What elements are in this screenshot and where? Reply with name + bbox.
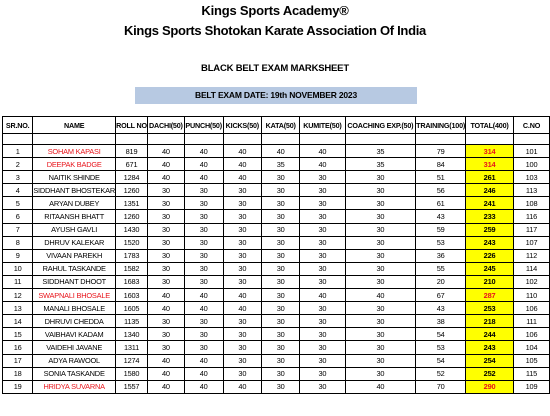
cell-coaching: 30 [345, 262, 416, 275]
cell-dachi: 40 [147, 367, 184, 380]
cell-total: 253 [466, 302, 514, 315]
cell-total: 243 [466, 236, 514, 249]
cell-kicks: 30 [223, 275, 262, 288]
cell-kumite: 40 [300, 145, 345, 158]
cell-dachi: 30 [147, 341, 184, 354]
cell-cno: 113 [514, 184, 550, 197]
cell-cno: 105 [514, 354, 550, 367]
cell-coaching: 30 [345, 315, 416, 328]
cell-cno: 106 [514, 302, 550, 315]
cell-sr: 11 [3, 275, 33, 288]
cell-sr: 3 [3, 171, 33, 184]
cell-roll: 1260 [116, 210, 148, 223]
cell-coaching: 30 [345, 328, 416, 341]
cell-total: 233 [466, 210, 514, 223]
spacer-cell [223, 134, 262, 145]
cell-kumite: 30 [300, 184, 345, 197]
cell-punch: 40 [184, 302, 223, 315]
cell-total: 259 [466, 223, 514, 236]
cell-total: 243 [466, 341, 514, 354]
cell-kata: 35 [262, 158, 300, 171]
cell-kicks: 40 [223, 380, 262, 393]
header-row [3, 117, 550, 134]
cell-name: DHRUVI CHEDDA [33, 315, 116, 328]
cell-dachi: 30 [147, 262, 184, 275]
spacer-cell [345, 134, 416, 145]
cell-roll: 1260 [116, 184, 148, 197]
cell-punch: 30 [184, 341, 223, 354]
col-header-total: TOTAL(400) [466, 117, 514, 134]
cell-cno: 100 [514, 158, 550, 171]
cell-punch: 30 [184, 210, 223, 223]
cell-training: 59 [416, 223, 466, 236]
cell-training: 84 [416, 158, 466, 171]
cell-kumite: 30 [300, 328, 345, 341]
table-row [3, 184, 550, 197]
cell-kumite: 30 [300, 275, 345, 288]
cell-kicks: 30 [223, 249, 262, 262]
cell-dachi: 40 [147, 354, 184, 367]
cell-dachi: 30 [147, 249, 184, 262]
cell-kumite: 30 [300, 262, 345, 275]
col-header-cno: C.NO [514, 117, 550, 134]
cell-training: 53 [416, 341, 466, 354]
cell-name: DHRUV KALEKAR [33, 236, 116, 249]
col-header-training: TRAINING(100) [416, 117, 466, 134]
cell-kicks: 40 [223, 171, 262, 184]
table-row [3, 145, 550, 158]
cell-total: 314 [466, 145, 514, 158]
cell-sr: 6 [3, 210, 33, 223]
cell-sr: 9 [3, 249, 33, 262]
cell-cno: 117 [514, 223, 550, 236]
cell-roll: 1135 [116, 315, 148, 328]
cell-punch: 40 [184, 289, 223, 302]
col-header-sr: SR.NO. [3, 117, 33, 134]
cell-total: 241 [466, 197, 514, 210]
cell-name: SIDDHANT BHOSTEKAR [33, 184, 116, 197]
cell-roll: 1683 [116, 275, 148, 288]
cell-total: 244 [466, 328, 514, 341]
cell-cno: 110 [514, 289, 550, 302]
table-row [3, 197, 550, 210]
col-header-kicks: KICKS(50) [223, 117, 262, 134]
cell-kicks: 40 [223, 302, 262, 315]
table-row [3, 367, 550, 380]
cell-training: 54 [416, 354, 466, 367]
cell-cno: 109 [514, 380, 550, 393]
cell-dachi: 40 [147, 171, 184, 184]
cell-coaching: 30 [345, 367, 416, 380]
cell-training: 55 [416, 262, 466, 275]
cell-coaching: 30 [345, 223, 416, 236]
spacer-cell [147, 134, 184, 145]
table-row [3, 262, 550, 275]
cell-coaching: 30 [345, 210, 416, 223]
spacer-cell [33, 134, 116, 145]
cell-dachi: 40 [147, 158, 184, 171]
cell-sr: 1 [3, 145, 33, 158]
cell-punch: 40 [184, 354, 223, 367]
cell-kumite: 30 [300, 380, 345, 393]
marksheet-table [2, 116, 550, 394]
cell-kumite: 30 [300, 341, 345, 354]
cell-kumite: 30 [300, 354, 345, 367]
cell-name: SONIA TASKANDE [33, 367, 116, 380]
cell-cno: 112 [514, 249, 550, 262]
cell-roll: 1580 [116, 367, 148, 380]
cell-training: 43 [416, 210, 466, 223]
cell-coaching: 30 [345, 302, 416, 315]
cell-name: VAIDEHI JAVANE [33, 341, 116, 354]
cell-name: VAIBHAVI KADAM [33, 328, 116, 341]
table-row [3, 289, 550, 302]
cell-punch: 30 [184, 223, 223, 236]
col-header-coaching: COACHING EXP.(50) [345, 117, 416, 134]
cell-kumite: 30 [300, 223, 345, 236]
cell-coaching: 40 [345, 289, 416, 302]
cell-sr: 2 [3, 158, 33, 171]
cell-punch: 40 [184, 367, 223, 380]
cell-coaching: 30 [345, 236, 416, 249]
cell-kata: 30 [262, 197, 300, 210]
cell-roll: 1582 [116, 262, 148, 275]
cell-kumite: 30 [300, 315, 345, 328]
cell-kumite: 30 [300, 302, 345, 315]
cell-punch: 30 [184, 262, 223, 275]
table-row [3, 328, 550, 341]
cell-punch: 40 [184, 171, 223, 184]
cell-kumite: 40 [300, 158, 345, 171]
cell-kata: 30 [262, 380, 300, 393]
cell-name: ARYAN DUBEY [33, 197, 116, 210]
academy-title: Kings Sports Academy® [201, 3, 349, 18]
table-row [3, 315, 550, 328]
exam-date-banner: BELT EXAM DATE: 19th NOVEMBER 2023 [135, 87, 417, 104]
cell-cno: 103 [514, 171, 550, 184]
cell-cno: 107 [514, 236, 550, 249]
cell-roll: 1557 [116, 380, 148, 393]
cell-roll: 1340 [116, 328, 148, 341]
cell-kata: 30 [262, 171, 300, 184]
cell-punch: 30 [184, 315, 223, 328]
cell-kata: 30 [262, 302, 300, 315]
cell-name: AYUSH GAVLI [33, 223, 116, 236]
table-row [3, 236, 550, 249]
cell-name: ADYA RAWOOL [33, 354, 116, 367]
cell-sr: 12 [3, 289, 33, 302]
cell-total: 254 [466, 354, 514, 367]
cell-cno: 102 [514, 275, 550, 288]
cell-cno: 104 [514, 341, 550, 354]
cell-kicks: 30 [223, 328, 262, 341]
cell-cno: 106 [514, 328, 550, 341]
cell-roll: 1783 [116, 249, 148, 262]
cell-training: 56 [416, 184, 466, 197]
cell-kata: 30 [262, 354, 300, 367]
cell-dachi: 30 [147, 236, 184, 249]
cell-training: 43 [416, 302, 466, 315]
col-header-kata: KATA(50) [262, 117, 300, 134]
spacer-row [3, 134, 550, 145]
cell-total: 252 [466, 367, 514, 380]
cell-training: 38 [416, 315, 466, 328]
cell-name: SWAPNALI BHOSALE [33, 289, 116, 302]
cell-coaching: 30 [345, 275, 416, 288]
cell-training: 52 [416, 367, 466, 380]
cell-kata: 30 [262, 275, 300, 288]
cell-kata: 30 [262, 210, 300, 223]
cell-sr: 17 [3, 354, 33, 367]
cell-training: 53 [416, 236, 466, 249]
cell-training: 51 [416, 171, 466, 184]
cell-kata: 30 [262, 367, 300, 380]
cell-kata: 30 [262, 341, 300, 354]
spacer-cell [3, 134, 33, 145]
cell-dachi: 30 [147, 328, 184, 341]
cell-coaching: 35 [345, 158, 416, 171]
table-row [3, 223, 550, 236]
table-row [3, 210, 550, 223]
cell-kicks: 30 [223, 315, 262, 328]
table-row [3, 341, 550, 354]
cell-coaching: 30 [345, 184, 416, 197]
spacer-cell [184, 134, 223, 145]
cell-coaching: 35 [345, 145, 416, 158]
cell-coaching: 30 [345, 197, 416, 210]
cell-name: SIDDHANT DHOOT [33, 275, 116, 288]
cell-kicks: 30 [223, 367, 262, 380]
col-header-dachi: DACHI(50) [147, 117, 184, 134]
cell-roll: 1351 [116, 197, 148, 210]
spacer-cell [262, 134, 300, 145]
cell-kumite: 30 [300, 210, 345, 223]
cell-kata: 30 [262, 289, 300, 302]
cell-roll: 1520 [116, 236, 148, 249]
cell-cno: 116 [514, 210, 550, 223]
cell-dachi: 30 [147, 315, 184, 328]
cell-kata: 30 [262, 223, 300, 236]
cell-training: 54 [416, 328, 466, 341]
spacer-cell [514, 134, 550, 145]
cell-kata: 30 [262, 315, 300, 328]
cell-punch: 30 [184, 236, 223, 249]
cell-kicks: 30 [223, 184, 262, 197]
cell-training: 79 [416, 145, 466, 158]
cell-total: 287 [466, 289, 514, 302]
spacer-cell [300, 134, 345, 145]
cell-sr: 14 [3, 315, 33, 328]
cell-sr: 7 [3, 223, 33, 236]
cell-kicks: 40 [223, 158, 262, 171]
cell-coaching: 30 [345, 354, 416, 367]
cell-kata: 30 [262, 184, 300, 197]
cell-total: 314 [466, 158, 514, 171]
cell-kumite: 30 [300, 367, 345, 380]
col-header-punch: PUNCH(50) [184, 117, 223, 134]
cell-total: 210 [466, 275, 514, 288]
cell-name: VIVAAN PAREKH [33, 249, 116, 262]
cell-training: 61 [416, 197, 466, 210]
cell-kumite: 30 [300, 236, 345, 249]
cell-training: 70 [416, 380, 466, 393]
cell-punch: 30 [184, 328, 223, 341]
association-title: Kings Sports Shotokan Karate Association Of India [124, 23, 426, 38]
cell-roll: 819 [116, 145, 148, 158]
cell-kumite: 30 [300, 197, 345, 210]
cell-name: RITAANSH BHATT [33, 210, 116, 223]
cell-kicks: 30 [223, 354, 262, 367]
cell-cno: 108 [514, 197, 550, 210]
marksheet-title: BLACK BELT EXAM MARKSHEET [201, 63, 349, 74]
cell-kicks: 30 [223, 210, 262, 223]
table-row [3, 302, 550, 315]
cell-kata: 30 [262, 236, 300, 249]
cell-roll: 1274 [116, 354, 148, 367]
cell-roll: 1311 [116, 341, 148, 354]
cell-kata: 30 [262, 262, 300, 275]
cell-training: 36 [416, 249, 466, 262]
table-row [3, 275, 550, 288]
cell-dachi: 30 [147, 197, 184, 210]
cell-coaching: 30 [345, 341, 416, 354]
cell-total: 218 [466, 315, 514, 328]
cell-kata: 40 [262, 145, 300, 158]
cell-total: 261 [466, 171, 514, 184]
table-row [3, 249, 550, 262]
col-header-name: NAME [33, 117, 116, 134]
cell-name: DEEPAK BADGE [33, 158, 116, 171]
cell-sr: 18 [3, 367, 33, 380]
cell-dachi: 40 [147, 289, 184, 302]
cell-roll: 671 [116, 158, 148, 171]
cell-name: HRIDYA SUVARNA [33, 380, 116, 393]
cell-kicks: 40 [223, 289, 262, 302]
cell-sr: 10 [3, 262, 33, 275]
cell-sr: 19 [3, 380, 33, 393]
cell-total: 246 [466, 184, 514, 197]
spacer-cell [416, 134, 466, 145]
cell-roll: 1284 [116, 171, 148, 184]
cell-coaching: 30 [345, 171, 416, 184]
table-row [3, 171, 550, 184]
cell-kicks: 30 [223, 197, 262, 210]
cell-coaching: 30 [345, 249, 416, 262]
cell-roll: 1605 [116, 302, 148, 315]
cell-dachi: 40 [147, 302, 184, 315]
cell-kicks: 40 [223, 145, 262, 158]
spacer-cell [466, 134, 514, 145]
cell-name: SOHAM KAPASI [33, 145, 116, 158]
table-row [3, 354, 550, 367]
cell-punch: 40 [184, 380, 223, 393]
cell-cno: 115 [514, 367, 550, 380]
cell-sr: 8 [3, 236, 33, 249]
cell-sr: 4 [3, 184, 33, 197]
cell-cno: 114 [514, 262, 550, 275]
cell-punch: 30 [184, 249, 223, 262]
cell-cno: 101 [514, 145, 550, 158]
cell-kumite: 30 [300, 249, 345, 262]
table-row [3, 158, 550, 171]
cell-total: 290 [466, 380, 514, 393]
cell-name: MANALI BHOSALE [33, 302, 116, 315]
cell-punch: 30 [184, 184, 223, 197]
cell-punch: 40 [184, 158, 223, 171]
cell-kumite: 30 [300, 171, 345, 184]
cell-punch: 30 [184, 197, 223, 210]
cell-cno: 111 [514, 315, 550, 328]
table-row [3, 380, 550, 393]
cell-punch: 30 [184, 275, 223, 288]
cell-sr: 16 [3, 341, 33, 354]
cell-coaching: 40 [345, 380, 416, 393]
cell-training: 20 [416, 275, 466, 288]
cell-roll: 1603 [116, 289, 148, 302]
cell-training: 67 [416, 289, 466, 302]
cell-kumite: 40 [300, 289, 345, 302]
cell-dachi: 30 [147, 210, 184, 223]
cell-sr: 13 [3, 302, 33, 315]
cell-dachi: 40 [147, 380, 184, 393]
cell-kicks: 30 [223, 236, 262, 249]
cell-kicks: 30 [223, 262, 262, 275]
cell-dachi: 40 [147, 145, 184, 158]
cell-kata: 30 [262, 249, 300, 262]
cell-sr: 5 [3, 197, 33, 210]
cell-sr: 15 [3, 328, 33, 341]
cell-name: NAITIK SHINDE [33, 171, 116, 184]
cell-dachi: 30 [147, 184, 184, 197]
cell-name: RAHUL TASKANDE [33, 262, 116, 275]
cell-kicks: 30 [223, 341, 262, 354]
cell-total: 245 [466, 262, 514, 275]
cell-kata: 30 [262, 328, 300, 341]
cell-punch: 40 [184, 145, 223, 158]
col-header-kumite: KUMITE(50) [300, 117, 345, 134]
cell-kicks: 30 [223, 223, 262, 236]
cell-dachi: 30 [147, 275, 184, 288]
spacer-cell [116, 134, 148, 145]
cell-roll: 1430 [116, 223, 148, 236]
col-header-roll: ROLL NO [116, 117, 148, 134]
cell-total: 226 [466, 249, 514, 262]
cell-dachi: 30 [147, 223, 184, 236]
